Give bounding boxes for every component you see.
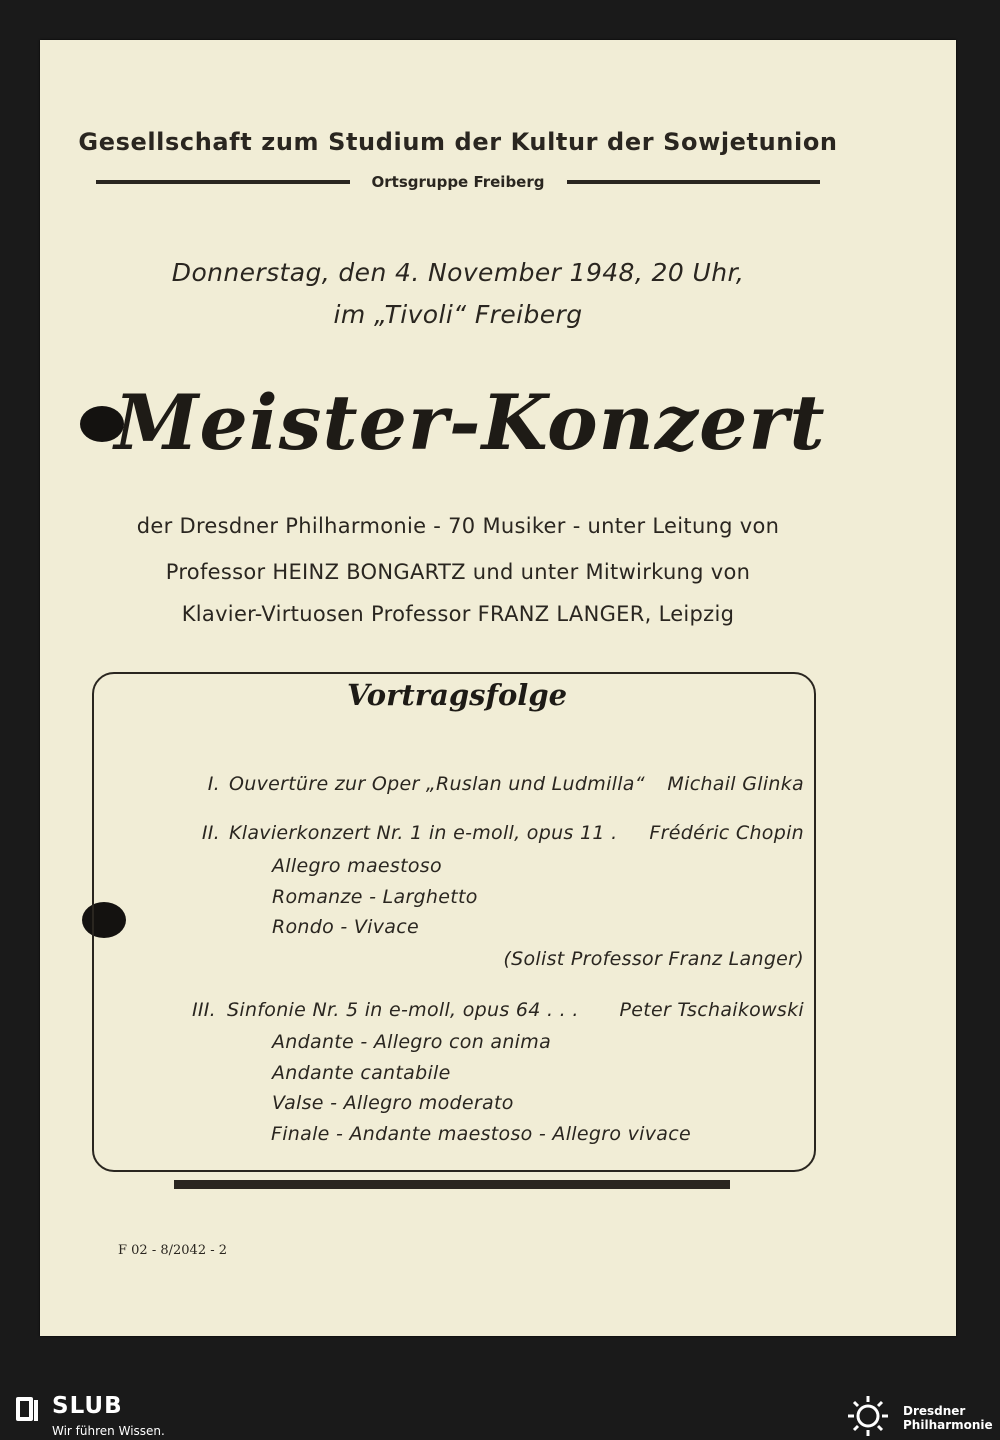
- bottom-rule: [174, 1180, 730, 1189]
- partner-name-line-2: Philharmonie: [903, 1418, 993, 1432]
- local-group-label: Ortsgruppe Freiberg: [371, 173, 545, 191]
- programme-item-work: Sinfonie Nr. 5 in e-moll, opus 64 . . .: [227, 999, 579, 1021]
- partner-name-line-1: Dresdner: [903, 1404, 966, 1418]
- performers-line-2: Professor HEINZ BONGARTZ und unter Mitwirkung von: [165, 560, 751, 584]
- event-venue: im „Tivoli“ Freiberg: [333, 300, 583, 329]
- programme-item-work: Ouvertüre zur Oper „Ruslan und Ludmilla“: [229, 773, 645, 795]
- divider: [96, 180, 350, 184]
- movement: Allegro maestoso: [272, 855, 442, 877]
- soloist-note: (Solist Professor Franz Langer): [503, 948, 804, 970]
- programme-heading: Vortragsfolge: [312, 678, 602, 712]
- programme-item-composer: Peter Tschaikowski: [619, 999, 804, 1021]
- organization-heading: Gesellschaft zum Studium der Kultur der Sowjetunion: [78, 128, 838, 156]
- programme-item-number: I.: [207, 773, 220, 795]
- movement: Andante cantabile: [272, 1062, 451, 1084]
- local-group-row: [96, 170, 820, 194]
- movement: Romanze - Larghetto: [272, 886, 478, 908]
- performers-line-3: Klavier-Virtuosen Professor FRANZ LANGER, Leipzig: [181, 602, 735, 626]
- programme-item-composer: Frédéric Chopin: [649, 822, 804, 844]
- performers-line-1: der Dresdner Philharmonie - 70 Musiker - unter Leitung von: [136, 514, 780, 538]
- movement: Andante - Allegro con anima: [272, 1031, 552, 1053]
- programme-item-number: III.: [191, 999, 216, 1021]
- philharmonie-logo-icon: [842, 1392, 894, 1440]
- event-date: Donnerstag, den 4. November 1948, 20 Uhr,: [171, 258, 745, 287]
- print-code: F 02 - 8/2042 - 2: [118, 1243, 228, 1258]
- slub-logo-icon: [14, 1394, 40, 1424]
- movement: Valse - Allegro moderato: [272, 1092, 514, 1114]
- programme-item-composer: Michail Glinka: [667, 773, 804, 795]
- movement: Finale - Andante maestoso - Allegro vivace: [271, 1123, 691, 1145]
- slub-tagline: Wir führen Wissen.: [52, 1424, 165, 1438]
- movement: Rondo - Vivace: [272, 916, 419, 938]
- divider: [567, 180, 821, 184]
- programme-item-number: II.: [201, 822, 220, 844]
- slub-name: SLUB: [52, 1393, 123, 1419]
- concert-title: Meister-Konzert: [114, 378, 826, 467]
- programme-item-work: Klavierkonzert Nr. 1 in e-moll, opus 11 .: [229, 822, 618, 844]
